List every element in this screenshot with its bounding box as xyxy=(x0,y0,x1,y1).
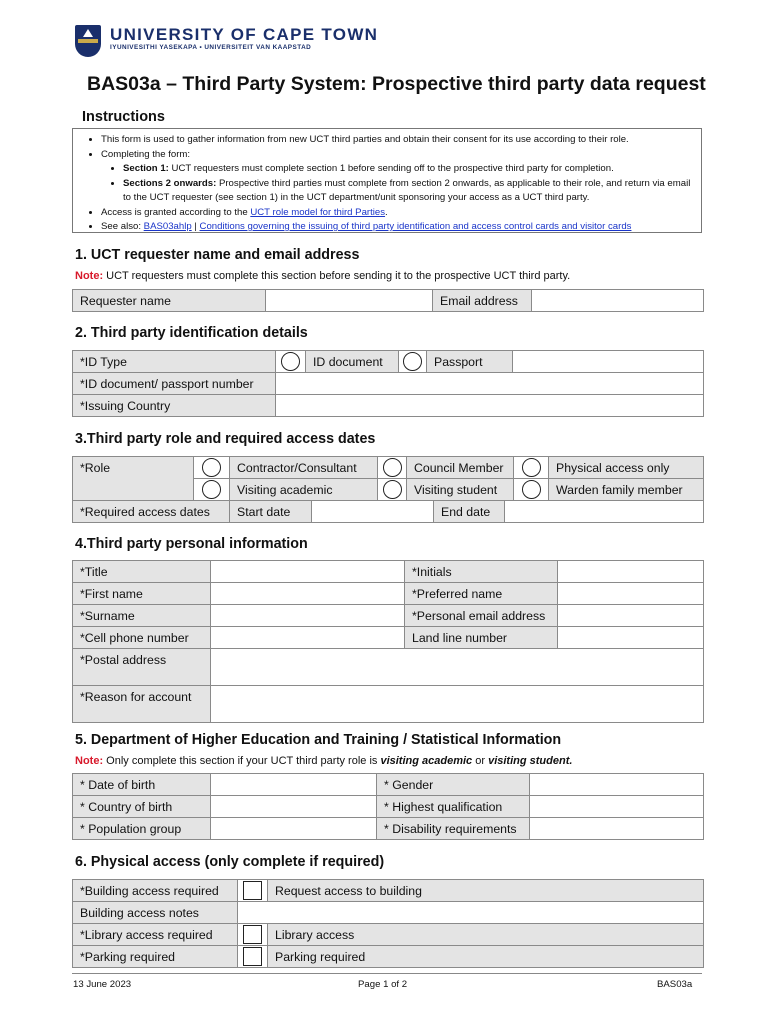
note-emphasis: visiting student. xyxy=(488,755,573,767)
preferred-name-input[interactable] xyxy=(558,583,704,605)
id-type-blank xyxy=(513,351,704,373)
id-document-radio[interactable] xyxy=(281,352,300,371)
section6-table xyxy=(72,879,704,968)
radio-cell xyxy=(194,457,230,479)
radio-cell xyxy=(514,457,549,479)
reason-label: *Reason for account xyxy=(73,686,211,723)
library-access-label: *Library access required xyxy=(73,924,238,946)
footer-date: 13 June 2023 xyxy=(73,979,132,990)
instructions-heading: Instructions xyxy=(82,109,165,125)
postal-address-label: *Postal address xyxy=(73,649,211,686)
instruction-text: Access is granted according to the xyxy=(101,206,251,218)
initials-label: *Initials xyxy=(405,561,558,583)
start-date-label: Start date xyxy=(230,501,312,523)
building-notes-label: Building access notes xyxy=(73,902,238,924)
cell-phone-label: *Cell phone number xyxy=(73,627,211,649)
building-access-checkbox[interactable] xyxy=(243,881,262,900)
personal-email-input[interactable] xyxy=(558,605,704,627)
role-contractor-option: Contractor/Consultant xyxy=(230,457,378,479)
preferred-name-label: *Preferred name xyxy=(405,583,558,605)
access-dates-label: *Required access dates xyxy=(73,501,230,523)
parking-checkbox[interactable] xyxy=(243,947,262,966)
instruction-sub-label: Section 1: xyxy=(123,163,169,174)
uct-crest-icon xyxy=(75,25,101,57)
instruction-text: Completing the form: xyxy=(101,148,191,160)
checkbox-cell xyxy=(238,880,268,902)
section5-table xyxy=(72,773,704,840)
library-access-option: Library access xyxy=(268,924,704,946)
section5-heading: 5. Department of Higher Education and Training / Statistical Information xyxy=(75,732,562,748)
id-number-label: *ID document/ passport number xyxy=(73,373,276,395)
building-access-option: Request access to building xyxy=(268,880,704,902)
section1-note xyxy=(75,270,570,282)
surname-input[interactable] xyxy=(211,605,405,627)
note-label: Note: xyxy=(75,755,104,767)
section3-dates-table xyxy=(72,500,704,523)
id-document-radio-cell xyxy=(276,351,306,373)
dob-label: * Date of birth xyxy=(73,774,211,796)
building-access-label: *Building access required xyxy=(73,880,238,902)
landline-input[interactable] xyxy=(558,627,704,649)
start-date-input[interactable] xyxy=(312,501,434,523)
footer-rule xyxy=(72,973,702,974)
country-of-birth-input[interactable] xyxy=(211,796,377,818)
section1-table xyxy=(72,289,704,312)
radio-cell xyxy=(514,479,549,501)
qualification-label: * Highest qualification xyxy=(377,796,530,818)
conditions-link[interactable]: Conditions governing the issuing of third party identification and access control cards and visitor cards xyxy=(199,221,632,232)
council-member-radio[interactable] xyxy=(383,458,402,477)
issuing-country-label: *Issuing Country xyxy=(73,395,276,417)
postal-address-input[interactable] xyxy=(211,649,704,686)
section6-heading: 6. Physical access (only complete if required) xyxy=(75,854,385,870)
issuing-country-input[interactable] xyxy=(276,395,704,417)
role-model-link[interactable]: UCT role model for third Parties xyxy=(250,206,386,218)
population-group-label: * Population group xyxy=(73,818,211,840)
note-label: Note: xyxy=(75,270,104,282)
checkbox-cell xyxy=(238,924,268,946)
population-group-input[interactable] xyxy=(211,818,377,840)
end-date-input[interactable] xyxy=(505,501,704,523)
visiting-student-radio[interactable] xyxy=(383,480,402,499)
role-visiting-student-option: Visiting student xyxy=(407,479,514,501)
instruction-subitem xyxy=(123,162,695,177)
role-label: *Role xyxy=(73,457,194,501)
physical-access-radio[interactable] xyxy=(522,458,541,477)
note-text: Only complete this section if your UCT third party role is xyxy=(103,755,381,767)
role-warden-option: Warden family member xyxy=(549,479,704,501)
section2-heading: 2. Third party identification details xyxy=(75,325,308,341)
initials-input[interactable] xyxy=(558,561,704,583)
checkbox-cell xyxy=(238,946,268,968)
instruction-text: Prospective third parties must complete from section 2 onwards, as applicable to their role, and return via email to the UCT requester (see section 1) in the UCT department/unit sponsoring your access as a UCT third party. xyxy=(123,177,691,203)
role-council-option: Council Member xyxy=(407,457,514,479)
instruction-sub-label: Sections 2 onwards: xyxy=(123,177,217,189)
requester-name-label: Requester name xyxy=(73,290,266,312)
parking-option: Parking required xyxy=(268,946,704,968)
gender-label: * Gender xyxy=(377,774,530,796)
radio-cell xyxy=(378,479,407,501)
cell-phone-input[interactable] xyxy=(211,627,405,649)
instruction-text: See also: xyxy=(101,221,144,232)
end-date-label: End date xyxy=(434,501,505,523)
instruction-text: . xyxy=(385,206,388,218)
instructions-box xyxy=(72,128,702,233)
section1-heading: 1. UCT requester name and email address xyxy=(75,247,360,263)
disability-input[interactable] xyxy=(530,818,704,840)
section3-heading: 3.Third party role and required access dates xyxy=(75,431,376,447)
first-name-input[interactable] xyxy=(211,583,405,605)
instruction-item xyxy=(101,206,695,221)
section3-table xyxy=(72,456,704,501)
instruction-subitem xyxy=(123,177,695,206)
role-visiting-academic-option: Visiting academic xyxy=(230,479,378,501)
passport-option: Passport xyxy=(427,351,513,373)
page-title: BAS03a – Third Party System: Prospective third party data request xyxy=(87,73,706,95)
surname-label: *Surname xyxy=(73,605,211,627)
section4-table xyxy=(72,560,704,723)
email-address-label: Email address xyxy=(433,290,532,312)
qualification-input[interactable] xyxy=(530,796,704,818)
section4-heading: 4.Third party personal information xyxy=(75,536,308,552)
visiting-academic-radio[interactable] xyxy=(202,480,221,499)
title-input[interactable] xyxy=(211,561,405,583)
contractor-radio[interactable] xyxy=(202,458,221,477)
requester-name-input[interactable] xyxy=(266,290,433,312)
footer-form-code: BAS03a xyxy=(657,979,693,990)
university-subtitle: IYUNIVESITHI YASEKAPA • UNIVERSITEIT VAN KAAPSTAD xyxy=(110,44,312,51)
note-emphasis: visiting academic xyxy=(380,755,473,767)
country-of-birth-label: * Country of birth xyxy=(73,796,211,818)
footer-page: Page 1 of 2 xyxy=(358,979,408,990)
instruction-text: UCT requesters must complete section 1 before sending off to the prospective third party for completion. xyxy=(168,163,614,174)
instruction-text: This form is used to gather information from new UCT third parties and obtain their consent for its use according to their role. xyxy=(101,134,629,145)
personal-email-label: *Personal email address xyxy=(405,605,558,627)
passport-radio[interactable] xyxy=(403,352,422,371)
reason-input[interactable] xyxy=(211,686,704,723)
instruction-item xyxy=(101,220,695,235)
library-access-checkbox[interactable] xyxy=(243,925,262,944)
gender-input[interactable] xyxy=(530,774,704,796)
id-type-label: *ID Type xyxy=(73,351,276,373)
email-address-input[interactable] xyxy=(532,290,704,312)
radio-cell xyxy=(194,479,230,501)
note-text: or xyxy=(472,755,489,767)
parking-label: *Parking required xyxy=(73,946,238,968)
role-physical-option: Physical access only xyxy=(549,457,704,479)
radio-cell xyxy=(378,457,407,479)
first-name-label: *First name xyxy=(73,583,211,605)
bas03ahlp-link[interactable]: BAS03ahlp xyxy=(143,221,192,232)
link-separator: | xyxy=(191,221,200,232)
passport-radio-cell xyxy=(399,351,427,373)
section5-note xyxy=(75,755,572,767)
dob-input[interactable] xyxy=(211,774,377,796)
id-document-option: ID document xyxy=(306,351,399,373)
landline-label: Land line number xyxy=(405,627,558,649)
title-label: *Title xyxy=(73,561,211,583)
note-text: UCT requesters must complete this section before sending it to the prospective UCT third party. xyxy=(103,270,571,282)
instruction-item xyxy=(101,148,695,206)
disability-label: * Disability requirements xyxy=(377,818,530,840)
warden-family-radio[interactable] xyxy=(522,480,541,499)
building-notes-input[interactable] xyxy=(238,902,704,924)
id-number-input[interactable] xyxy=(276,373,704,395)
university-name: UNIVERSITY OF CAPE TOWN xyxy=(110,25,379,44)
section2-table xyxy=(72,350,704,417)
instruction-item xyxy=(101,133,695,148)
